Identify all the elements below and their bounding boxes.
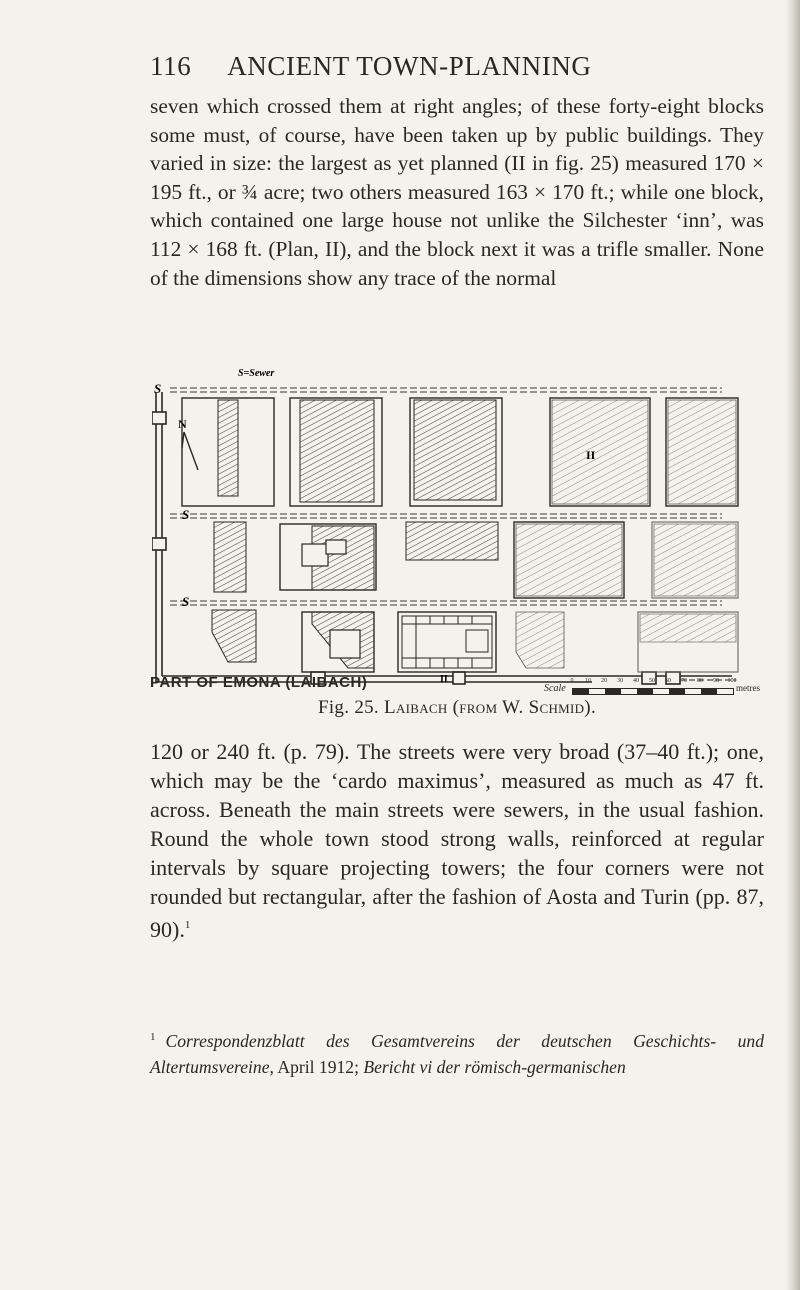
body-paragraph-bottom-text: 120 or 240 ft. (p. 79). The streets were very broad (37–40 ft.); one, which may be the ‘cardo maximus’, measured as much as 47 ft. across. Beneath the main streets were sewers, in the usual fashion. Round the whole town stood strong walls, reinforced at regular intervals by square projecting towers; the four corners were not rounded but rectangular, after the fashion of Aosta and Turin (pp. 87, 90).	[150, 739, 764, 943]
scale-ticks	[570, 678, 737, 688]
page-edge-shadow	[786, 0, 800, 1290]
block-row-2	[214, 522, 738, 598]
scale-bar-rule	[572, 688, 734, 695]
scale-tick-label: 100	[727, 678, 737, 684]
figure-town-plan	[152, 362, 772, 692]
scale-bar	[544, 680, 774, 696]
footnote-marker: 1	[150, 1031, 156, 1043]
scale-tick-label: 60	[665, 678, 671, 684]
scale-unit: metres	[736, 683, 760, 693]
plan-title: PART OF EMONA (LAIBACH)	[150, 674, 368, 691]
scale-label: Scale	[544, 683, 566, 694]
caption-text: Laibach (from W. Schmid).	[384, 697, 596, 718]
svg-text:N: N	[178, 417, 187, 431]
running-title: ANCIENT TOWN-PLANNING	[227, 51, 592, 81]
scale-tick-label: 30	[617, 678, 623, 684]
scale-tick-label: 0	[570, 678, 574, 684]
scale-tick-label: 10	[585, 678, 591, 684]
footnote	[150, 1024, 764, 1080]
footnote-title-1: Correspondenzblatt des Gesamtvereins der deutschen Geschichts- und Altertumsvereine	[150, 1031, 764, 1077]
scale-tick-label: 40	[633, 678, 639, 684]
scale-tick-label: 70	[681, 678, 687, 684]
north-arrow	[178, 417, 198, 470]
block-label-II-small: II	[440, 674, 448, 685]
street-marker-3: S	[182, 594, 190, 609]
body-paragraph-top: seven which crossed them at right angles; of these forty-eight blocks some must, of course, have been taken up by public buildings. They varied in size: the largest as yet planned (II in fig. 25) measured 170 × 195 ft., or ¾ acre; two others measured 163 × 170 ft.; while one block, which contained one large house not unlike the Silchester ‘inn’, was 112 × 168 ft. (Plan, II), and the block next it was a trifle smaller. None of the dimensions show any trace of the normal	[150, 94, 764, 290]
scale-tick-label: 90	[713, 678, 719, 684]
plan-drawing	[152, 362, 772, 692]
scale-tick-label: 80	[697, 678, 703, 684]
scale-tick-label: 20	[601, 678, 607, 684]
block-row-1	[182, 398, 738, 506]
footnote-date: , April 1912;	[269, 1057, 364, 1077]
body-paragraph-bottom	[150, 738, 764, 945]
street-marker-2: S	[182, 507, 190, 522]
scale-tick-label: 50	[649, 678, 655, 684]
caption-label: Fig. 25.	[317, 697, 379, 718]
running-head	[150, 48, 690, 84]
legend-sewer: S=Sewer	[238, 368, 275, 379]
page-number: 116	[150, 51, 192, 81]
street-marker-1: S	[154, 381, 162, 396]
footnote-reference: 1	[184, 919, 191, 932]
block-label-II: II	[586, 448, 596, 462]
footnote-title-2: Bericht vi der römisch-germanischen	[363, 1057, 626, 1077]
figure-caption	[150, 695, 764, 721]
